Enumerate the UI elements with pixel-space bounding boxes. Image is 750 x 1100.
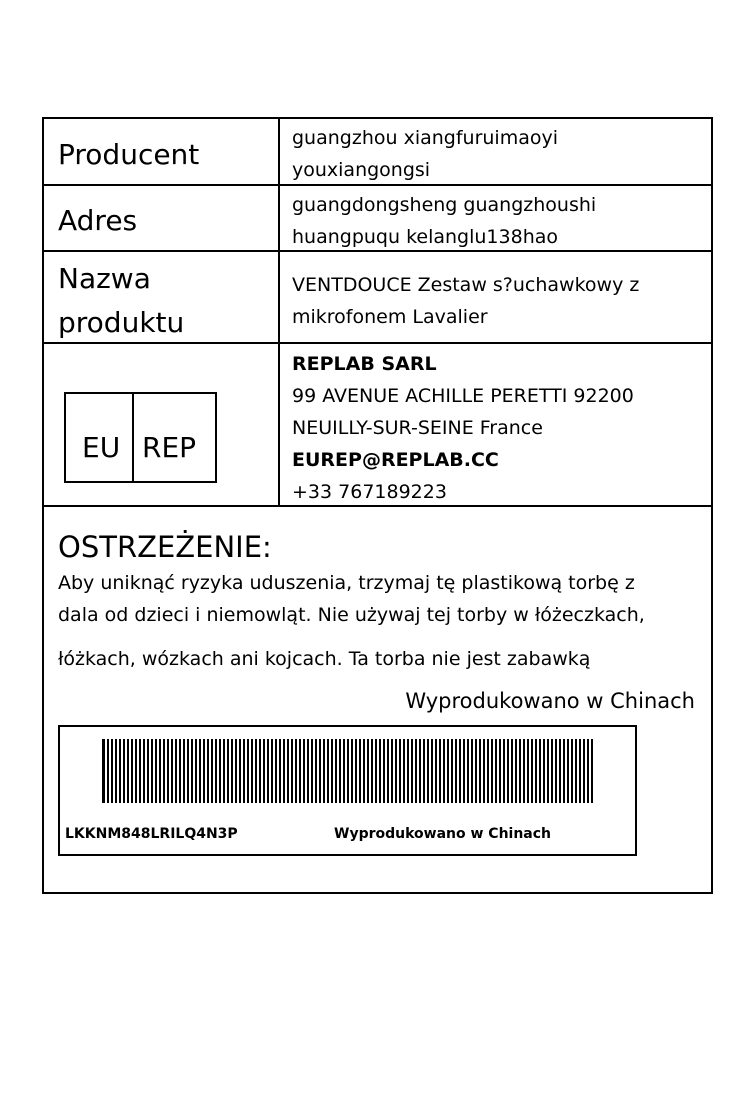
barcode-code: LKKNM848LRILQ4N3P [65,826,238,842]
eu-rep-logo-divider [132,394,134,481]
warning-line-1: Aby uniknąć ryzyka uduszenia, trzymaj tę plastikową torbę z [58,572,635,594]
warning-line-3: łóżkach, wózkach ani kojcach. Ta torba nie jest zabawką [58,648,591,670]
column-divider [278,119,280,505]
made-in-text: Wyprodukowano w Chinach [405,689,695,713]
warning-title: OSTRZEŻENIE: [58,530,272,564]
producent-line-2: youxiangongsi [292,159,431,181]
producent-line-1: guangzhou xiangfuruimaoyi [292,127,558,149]
eu-rep-logo [64,392,217,483]
eu-rep-logo-rep: REP [142,431,197,464]
produkt-line-2: mikrofonem Lavalier [292,306,488,328]
adres-line-2: huangpuqu kelanglu138hao [292,226,559,248]
product-label [42,117,713,894]
adres-line-1: guangdongsheng guangzhoushi [292,194,597,216]
rep-phone: +33 767189223 [292,481,447,503]
producent-label: Producent [58,138,200,171]
rep-email: EUREP@REPLAB.CC [292,449,499,471]
warning-line-2: dala od dzieci i niemowląt. Nie używaj tej torby w łóżeczkach, [58,604,645,626]
rep-address-line-1: 99 AVENUE ACHILLE PERETTI 92200 [292,385,634,407]
barcode-box [58,725,637,856]
eu-rep-logo-eu: EU [82,431,121,464]
produkt-label-line-2: produktu [58,306,185,339]
produkt-line-1: VENTDOUCE Zestaw s?uchawkowy z [292,274,640,296]
barcode-made-in: Wyprodukowano w Chinach [334,826,552,842]
adres-label: Adres [58,204,138,237]
rep-address-line-2: NEUILLY-SUR-SEINE France [292,417,543,439]
rep-company: REPLAB SARL [292,353,437,375]
produkt-label-line-1: Nazwa [58,262,151,295]
